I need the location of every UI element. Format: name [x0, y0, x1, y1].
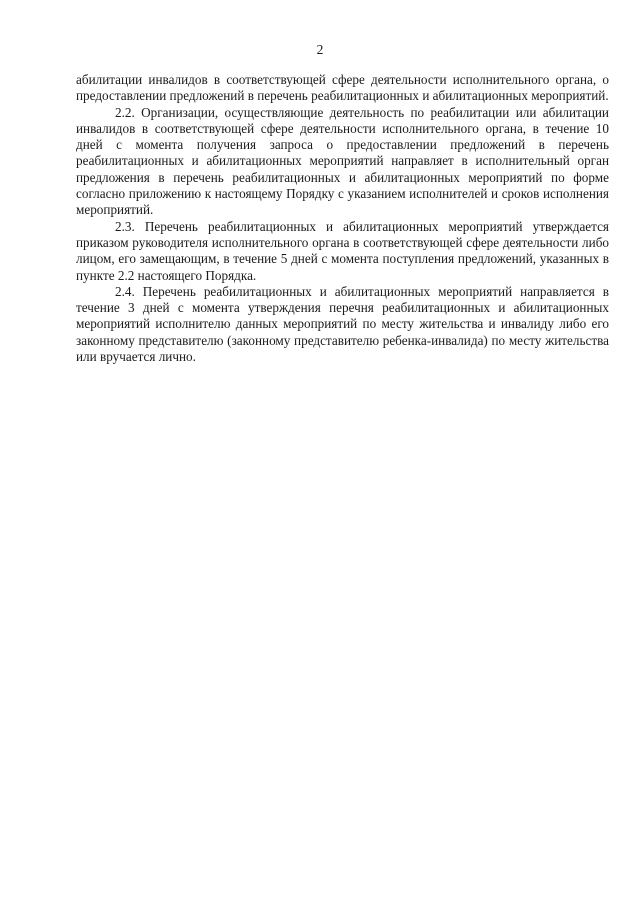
paragraph-2-2: 2.2. Организации, осуществляющие деятельность по реабилитации или абилитации инвалидов в соответствующей сфере деятельности исполнительного органа, в течение 10 дней с момента получения запроса о предоставлении предложений в перечень реабилитационных и абилитационных мероприятий направляет в исполнительный орган предложения в перечень реабилитационных и абилитационных мероприятий по форме согласно приложению к настоящему Порядку с указанием исполнителей и сроков исполнения мероприятий. [76, 104, 609, 218]
paragraph-2-4: 2.4. Перечень реабилитационных и абилитационных мероприятий направляется в течение 3 дней с момента утверждения перечня реабилитационных и абилитационных мероприятий исполнителю данных мероприятий по месту жительства и инвалиду либо его законному представителю (законному представителю ребенка-инвалида) по месту жительства или вручается лично. [76, 283, 609, 365]
document-body [76, 72, 609, 365]
paragraph-2-3: 2.3. Перечень реабилитационных и абилитационных мероприятий утверждается приказом руководителя исполнительного органа в соответствующей сфере деятельности либо лицом, его замещающим, в течение 5 дней с момента поступления предложений, указанных в пункте 2.2 настоящего Порядка. [76, 218, 609, 283]
page-number: 2 [316, 42, 324, 57]
paragraph-continuation: абилитации инвалидов в соответствующей сфере деятельности исполнительного органа, о предоставлении предложений в перечень реабилитационных и абилитационных мероприятий. [76, 72, 609, 104]
